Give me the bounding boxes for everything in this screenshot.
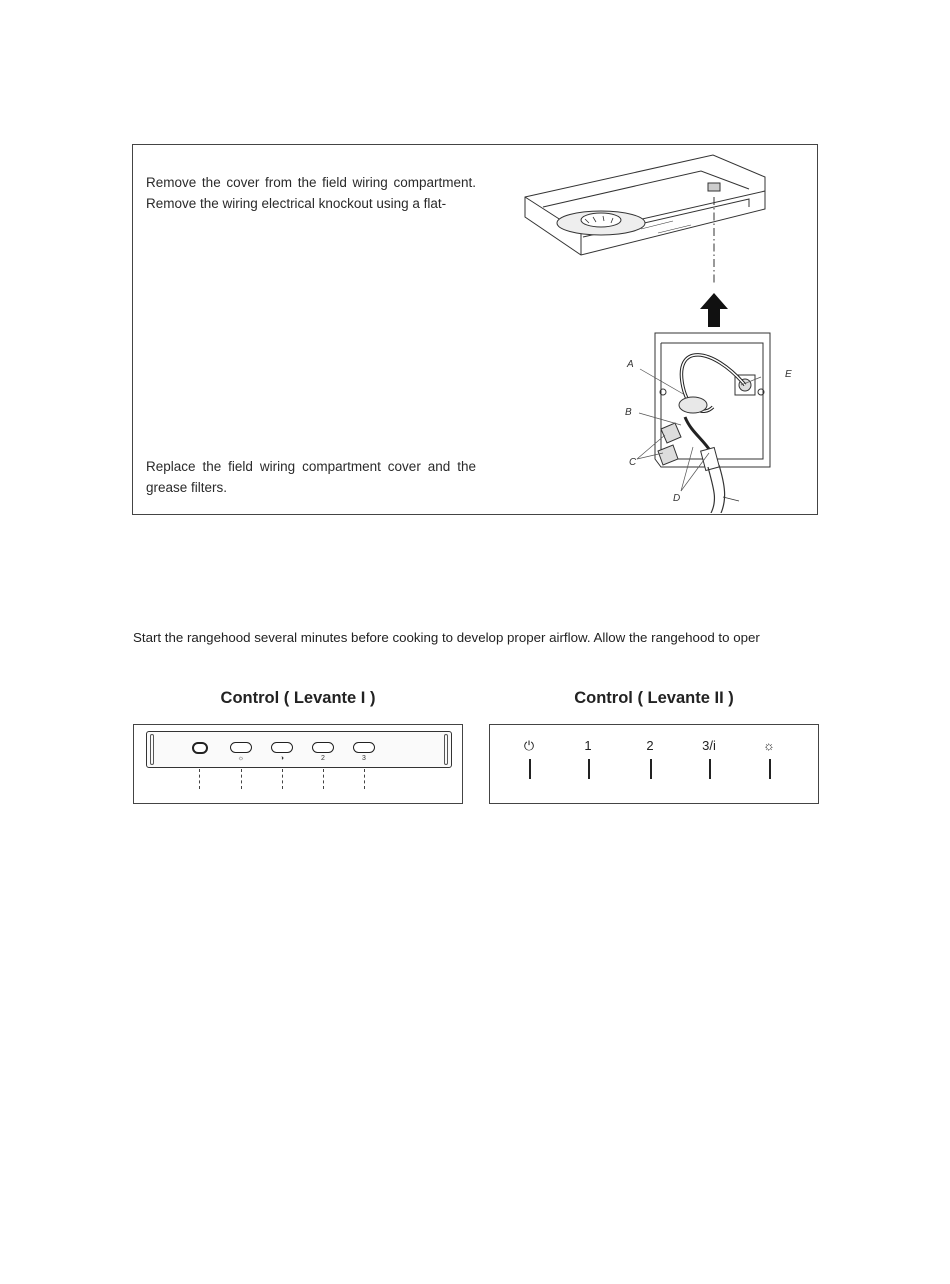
callout-b: B [625, 407, 632, 418]
speed-2-label: 2 [646, 738, 654, 753]
operation-intro-text: Start the rangehood several minutes before cooking to develop proper airflow. Allow the rangehood to oper [133, 630, 760, 645]
light-button[interactable] [230, 742, 252, 753]
speed-1-button[interactable] [271, 742, 293, 753]
wiring-instruction-box [132, 144, 818, 515]
dashed-leader [282, 769, 283, 789]
dashed-leader [199, 769, 200, 789]
up-arrow-icon [700, 293, 728, 327]
power-button[interactable] [192, 742, 208, 754]
wiring-compartment-illustration [655, 333, 770, 513]
instruction-top: Remove the cover from the field wiring compartment. Remove the wiring electrical knockout using a flat- [146, 175, 476, 211]
hood-wiring-diagram [513, 147, 818, 513]
control-levante-2-title: Control ( Levante II ) [574, 689, 734, 707]
callout-c: C [629, 457, 637, 468]
speed-1-label: 1 [584, 738, 592, 753]
speed-2-touch-key[interactable] [650, 759, 652, 779]
control-panel-levante-2 [489, 724, 819, 804]
light-icon: ☼ [763, 738, 775, 753]
dashed-leader [364, 769, 365, 789]
light-icon: ☼ [237, 755, 245, 762]
control-levante-1-title: Control ( Levante I ) [220, 689, 376, 707]
speed-1-touch-key[interactable] [588, 759, 590, 779]
dashed-leader [241, 769, 242, 789]
range-hood-illustration [525, 155, 765, 255]
speed-3-label: 3 [362, 755, 366, 762]
speed-3-intensive-label: 3/i [702, 738, 716, 753]
callout-a: A [627, 359, 634, 370]
callout-d: D [673, 493, 681, 504]
speed-2-button[interactable] [312, 742, 334, 753]
speed-3-touch-key[interactable] [709, 759, 711, 779]
speed-3-button[interactable] [353, 742, 375, 753]
callout-e: E [785, 369, 792, 380]
instruction-bottom: Replace the field wiring compartment cover and the grease filters. [146, 459, 476, 495]
dashed-leader [323, 769, 324, 789]
power-touch-key[interactable] [529, 759, 531, 779]
speed-2-label: 2 [321, 755, 325, 762]
control-strip [146, 731, 452, 768]
light-touch-key[interactable] [769, 759, 771, 779]
power-icon: ⏻ [523, 738, 535, 753]
speed-1-icon: ◑ [279, 755, 285, 762]
control-panel-levante-1 [133, 724, 463, 804]
